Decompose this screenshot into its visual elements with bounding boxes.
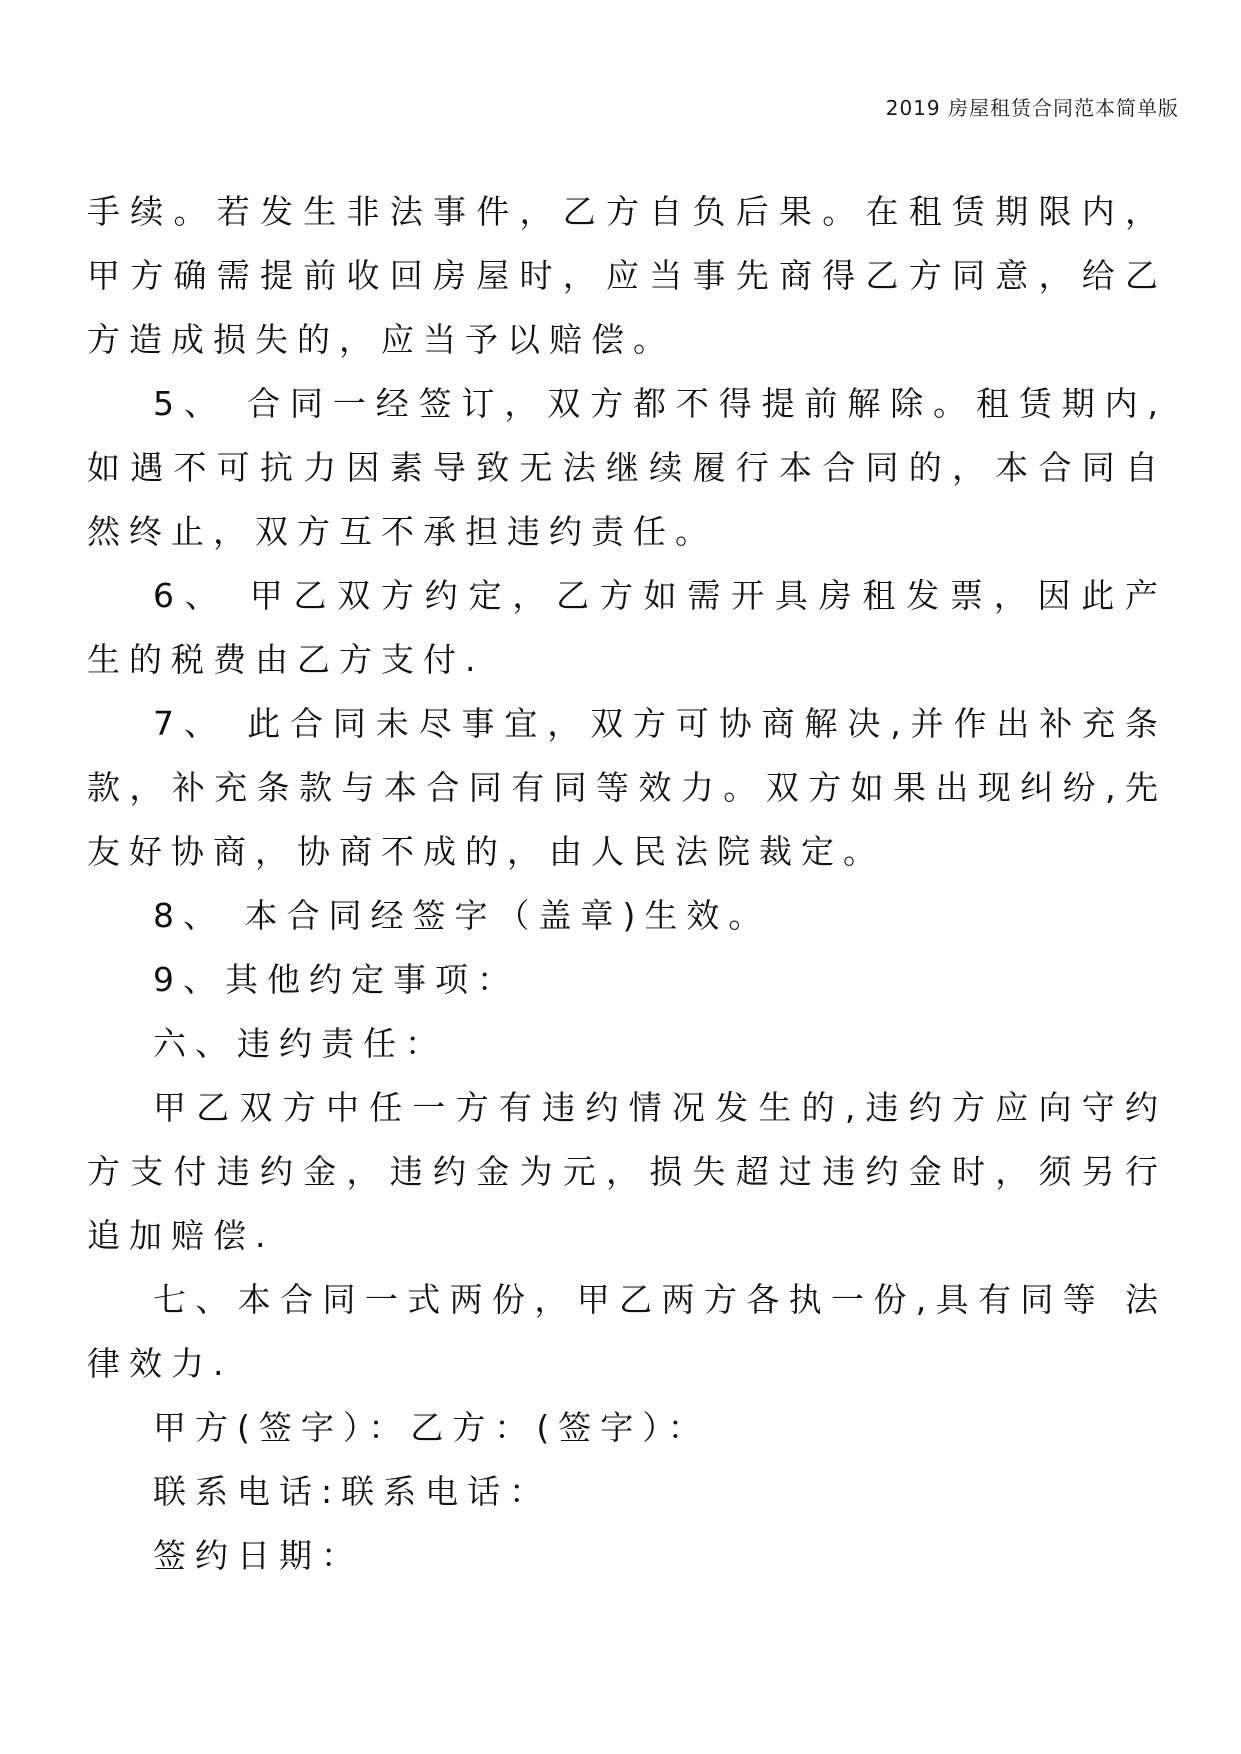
- date-line: 签约日期：: [153, 1536, 363, 1575]
- clause-6: 6、 甲乙双方约定，乙方如需开具房租发票，因此产生的税费由乙方支付.: [87, 576, 1167, 679]
- clause-7: 7、 此合同未尽事宜，双方可协商解决,并作出补充条款，补充条款与本合同有同等效力。双方如果出现纠纷,先友好协商，协商不成的，由人民法院裁定。: [87, 704, 1167, 871]
- clause-9: 9、其他约定事项：: [153, 960, 519, 999]
- clause-5: 5、 合同一经签订，双方都不得提前解除。租赁期内,如遇不可抗力因素导致无法继续履行本合同的，本合同自然终止，双方互不承担违约责任。: [87, 384, 1167, 551]
- phone-line: 联系电话:联系电话：: [153, 1472, 552, 1511]
- page-header-title: 2019 房屋租赁合同范本简单版: [885, 96, 1179, 120]
- clause-8: 8、 本合同经签字（盖章)生效。: [153, 896, 771, 935]
- document-body: [87, 180, 1167, 1588]
- paragraph-continuation: 手续。若发生非法事件，乙方自负后果。在租赁期限内，甲方确需提前收回房屋时，应当事先商得乙方同意，给乙方造成损失的，应当予以赔偿。: [87, 192, 1167, 359]
- section-copies: 七、本合同一式两份，甲乙两方各执一份,具有同等 法律效力.: [87, 1280, 1167, 1383]
- section-breach-heading: 六、违约责任：: [153, 1024, 447, 1063]
- signature-line: 甲方(签字）：乙方：(签字）：: [153, 1408, 710, 1447]
- breach-clause: 甲乙双方中任一方有违约情况发生的,违约方应向守约方支付违约金，违约金为元，损失超过违约金时，须另行追加赔偿.: [87, 1088, 1167, 1255]
